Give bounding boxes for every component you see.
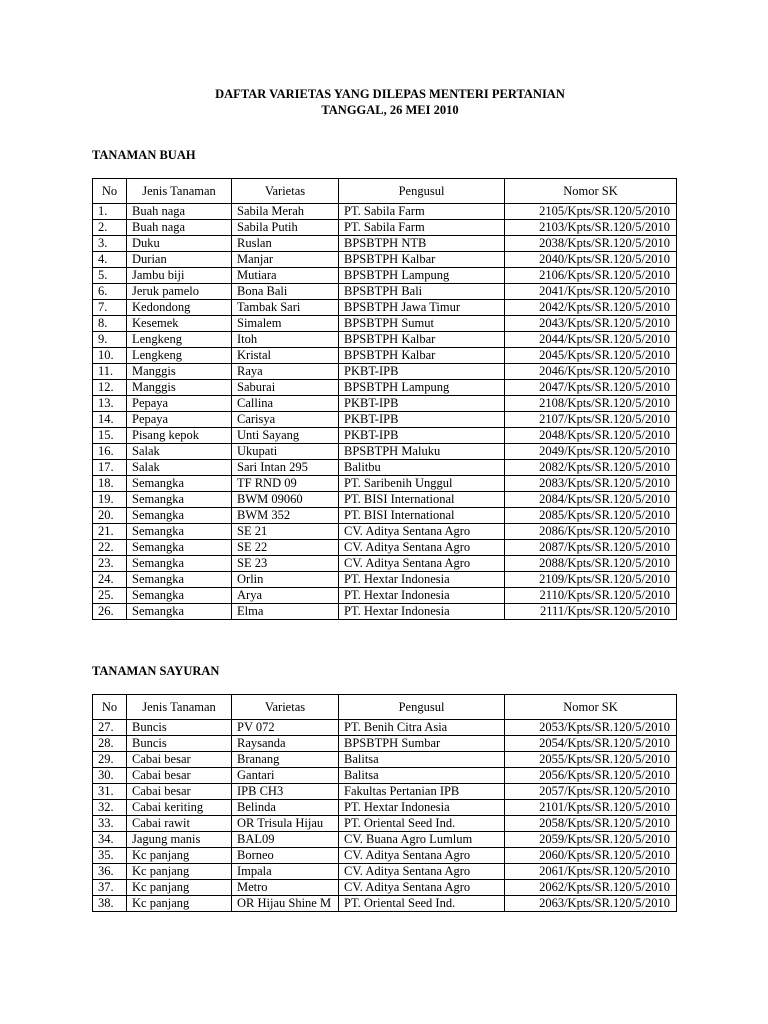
cell-varietas: IPB CH3: [232, 784, 339, 800]
cell-jenis-tanaman: Manggis: [127, 380, 232, 396]
cell-no: 4.: [93, 252, 127, 268]
cell-pengusul: PT. Hextar Indonesia: [339, 800, 505, 816]
cell-no: 33.: [93, 816, 127, 832]
cell-pengusul: PT. Oriental Seed Ind.: [339, 896, 505, 912]
cell-no: 24.: [93, 572, 127, 588]
cell-nomor-sk: 2105/Kpts/SR.120/5/2010: [505, 204, 677, 220]
table-row: [93, 832, 677, 848]
table-row: [93, 604, 677, 620]
cell-nomor-sk: 2055/Kpts/SR.120/5/2010: [505, 752, 677, 768]
cell-no: 31.: [93, 784, 127, 800]
cell-pengusul: PT. BISI International: [339, 508, 505, 524]
table-row: [93, 816, 677, 832]
cell-varietas: TF RND 09: [232, 476, 339, 492]
cell-pengusul: CV. Aditya Sentana Agro: [339, 524, 505, 540]
cell-jenis-tanaman: Pisang kepok: [127, 428, 232, 444]
col-header-pengusul: Pengusul: [339, 695, 505, 720]
cell-pengusul: PT. Sabila Farm: [339, 204, 505, 220]
cell-varietas: OR Trisula Hijau: [232, 816, 339, 832]
table-row: [93, 896, 677, 912]
cell-jenis-tanaman: Kc panjang: [127, 848, 232, 864]
cell-nomor-sk: 2048/Kpts/SR.120/5/2010: [505, 428, 677, 444]
cell-no: 10.: [93, 348, 127, 364]
cell-no: 20.: [93, 508, 127, 524]
cell-varietas: Arya: [232, 588, 339, 604]
cell-nomor-sk: 2109/Kpts/SR.120/5/2010: [505, 572, 677, 588]
cell-varietas: Kristal: [232, 348, 339, 364]
cell-pengusul: CV. Aditya Sentana Agro: [339, 880, 505, 896]
cell-varietas: Sabila Merah: [232, 204, 339, 220]
table-row: [93, 380, 677, 396]
cell-no: 34.: [93, 832, 127, 848]
table-row: [93, 220, 677, 236]
cell-varietas: Ukupati: [232, 444, 339, 460]
cell-nomor-sk: 2040/Kpts/SR.120/5/2010: [505, 252, 677, 268]
cell-jenis-tanaman: Kc panjang: [127, 896, 232, 912]
cell-jenis-tanaman: Semangka: [127, 524, 232, 540]
cell-jenis-tanaman: Kedondong: [127, 300, 232, 316]
cell-varietas: Borneo: [232, 848, 339, 864]
cell-jenis-tanaman: Salak: [127, 444, 232, 460]
cell-varietas: Impala: [232, 864, 339, 880]
cell-no: 25.: [93, 588, 127, 604]
table-row: [93, 204, 677, 220]
table-row: [93, 848, 677, 864]
cell-jenis-tanaman: Kesemek: [127, 316, 232, 332]
cell-varietas: SE 22: [232, 540, 339, 556]
cell-jenis-tanaman: Semangka: [127, 604, 232, 620]
cell-no: 32.: [93, 800, 127, 816]
table-row: [93, 316, 677, 332]
cell-nomor-sk: 2038/Kpts/SR.120/5/2010: [505, 236, 677, 252]
cell-jenis-tanaman: Jagung manis: [127, 832, 232, 848]
cell-jenis-tanaman: Semangka: [127, 476, 232, 492]
cell-jenis-tanaman: Lengkeng: [127, 332, 232, 348]
table-row: [93, 752, 677, 768]
cell-pengusul: BPSBTPH Sumbar: [339, 736, 505, 752]
cell-nomor-sk: 2082/Kpts/SR.120/5/2010: [505, 460, 677, 476]
cell-nomor-sk: 2042/Kpts/SR.120/5/2010: [505, 300, 677, 316]
cell-pengusul: BPSBTPH NTB: [339, 236, 505, 252]
cell-nomor-sk: 2053/Kpts/SR.120/5/2010: [505, 720, 677, 736]
col-header-varietas: Varietas: [232, 179, 339, 204]
cell-pengusul: PKBT-IPB: [339, 428, 505, 444]
cell-pengusul: BPSBTPH Maluku: [339, 444, 505, 460]
cell-pengusul: Fakultas Pertanian IPB: [339, 784, 505, 800]
cell-no: 37.: [93, 880, 127, 896]
cell-jenis-tanaman: Buah naga: [127, 220, 232, 236]
cell-pengusul: PT. Hextar Indonesia: [339, 588, 505, 604]
table-row: [93, 572, 677, 588]
cell-varietas: Simalem: [232, 316, 339, 332]
cell-pengusul: CV. Aditya Sentana Agro: [339, 848, 505, 864]
cell-varietas: Itoh: [232, 332, 339, 348]
cell-no: 38.: [93, 896, 127, 912]
cell-varietas: Belinda: [232, 800, 339, 816]
cell-jenis-tanaman: Pepaya: [127, 396, 232, 412]
table-row: [93, 268, 677, 284]
cell-varietas: Raya: [232, 364, 339, 380]
cell-nomor-sk: 2087/Kpts/SR.120/5/2010: [505, 540, 677, 556]
cell-varietas: SE 23: [232, 556, 339, 572]
cell-nomor-sk: 2062/Kpts/SR.120/5/2010: [505, 880, 677, 896]
cell-nomor-sk: 2060/Kpts/SR.120/5/2010: [505, 848, 677, 864]
cell-nomor-sk: 2111/Kpts/SR.120/5/2010: [505, 604, 677, 620]
cell-jenis-tanaman: Cabai rawit: [127, 816, 232, 832]
cell-nomor-sk: 2083/Kpts/SR.120/5/2010: [505, 476, 677, 492]
cell-varietas: Branang: [232, 752, 339, 768]
cell-nomor-sk: 2043/Kpts/SR.120/5/2010: [505, 316, 677, 332]
table-row: [93, 540, 677, 556]
table-row: [93, 252, 677, 268]
cell-nomor-sk: 2063/Kpts/SR.120/5/2010: [505, 896, 677, 912]
cell-varietas: Unti Sayang: [232, 428, 339, 444]
cell-jenis-tanaman: Cabai keriting: [127, 800, 232, 816]
cell-no: 13.: [93, 396, 127, 412]
cell-varietas: Bona Bali: [232, 284, 339, 300]
cell-varietas: Carisya: [232, 412, 339, 428]
cell-nomor-sk: 2044/Kpts/SR.120/5/2010: [505, 332, 677, 348]
cell-pengusul: CV. Aditya Sentana Agro: [339, 556, 505, 572]
cell-varietas: BAL09: [232, 832, 339, 848]
cell-pengusul: CV. Aditya Sentana Agro: [339, 540, 505, 556]
cell-no: 11.: [93, 364, 127, 380]
cell-varietas: SE 21: [232, 524, 339, 540]
cell-nomor-sk: 2058/Kpts/SR.120/5/2010: [505, 816, 677, 832]
table-row: [93, 588, 677, 604]
table-row: [93, 300, 677, 316]
cell-no: 28.: [93, 736, 127, 752]
cell-jenis-tanaman: Semangka: [127, 540, 232, 556]
cell-nomor-sk: 2049/Kpts/SR.120/5/2010: [505, 444, 677, 460]
cell-varietas: Elma: [232, 604, 339, 620]
cell-nomor-sk: 2056/Kpts/SR.120/5/2010: [505, 768, 677, 784]
cell-no: 14.: [93, 412, 127, 428]
table-row: [93, 556, 677, 572]
cell-no: 9.: [93, 332, 127, 348]
cell-varietas: Mutiara: [232, 268, 339, 284]
col-header-jenis-tanaman: Jenis Tanaman: [127, 695, 232, 720]
cell-no: 18.: [93, 476, 127, 492]
cell-no: 5.: [93, 268, 127, 284]
cell-varietas: BWM 352: [232, 508, 339, 524]
cell-no: 21.: [93, 524, 127, 540]
cell-jenis-tanaman: Semangka: [127, 508, 232, 524]
cell-nomor-sk: 2041/Kpts/SR.120/5/2010: [505, 284, 677, 300]
cell-no: 27.: [93, 720, 127, 736]
cell-jenis-tanaman: Jambu biji: [127, 268, 232, 284]
cell-varietas: Metro: [232, 880, 339, 896]
table-row: [93, 412, 677, 428]
cell-varietas: Sabila Putih: [232, 220, 339, 236]
cell-nomor-sk: 2046/Kpts/SR.120/5/2010: [505, 364, 677, 380]
table-row: [93, 736, 677, 752]
table-row: [93, 332, 677, 348]
table-row: [93, 864, 677, 880]
cell-pengusul: PT. Sabila Farm: [339, 220, 505, 236]
table-row: [93, 880, 677, 896]
cell-no: 15.: [93, 428, 127, 444]
table-row: [93, 364, 677, 380]
cell-no: 7.: [93, 300, 127, 316]
cell-no: 19.: [93, 492, 127, 508]
cell-varietas: Raysanda: [232, 736, 339, 752]
cell-varietas: OR Hijau Shine M: [232, 896, 339, 912]
cell-nomor-sk: 2085/Kpts/SR.120/5/2010: [505, 508, 677, 524]
cell-pengusul: PKBT-IPB: [339, 412, 505, 428]
cell-jenis-tanaman: Buah naga: [127, 204, 232, 220]
cell-no: 6.: [93, 284, 127, 300]
cell-jenis-tanaman: Durian: [127, 252, 232, 268]
cell-pengusul: PT. BISI International: [339, 492, 505, 508]
cell-varietas: PV 072: [232, 720, 339, 736]
cell-no: 3.: [93, 236, 127, 252]
cell-pengusul: PT. Benih Citra Asia: [339, 720, 505, 736]
cell-jenis-tanaman: Semangka: [127, 572, 232, 588]
table-row: [93, 236, 677, 252]
cell-varietas: Gantari: [232, 768, 339, 784]
cell-varietas: BWM 09060: [232, 492, 339, 508]
cell-pengusul: BPSBTPH Lampung: [339, 380, 505, 396]
title-line-2: TANGGAL, 26 MEI 2010: [321, 103, 459, 117]
col-header-nomor-sk: Nomor SK: [505, 695, 677, 720]
cell-nomor-sk: 2057/Kpts/SR.120/5/2010: [505, 784, 677, 800]
cell-no: 2.: [93, 220, 127, 236]
cell-pengusul: BPSBTPH Jawa Timur: [339, 300, 505, 316]
cell-jenis-tanaman: Pepaya: [127, 412, 232, 428]
cell-varietas: Tambak Sari: [232, 300, 339, 316]
col-header-pengusul: Pengusul: [339, 179, 505, 204]
table-row: [93, 492, 677, 508]
cell-no: 23.: [93, 556, 127, 572]
table-row: [93, 768, 677, 784]
col-header-no: No: [93, 695, 127, 720]
cell-jenis-tanaman: Semangka: [127, 588, 232, 604]
cell-nomor-sk: 2101/Kpts/SR.120/5/2010: [505, 800, 677, 816]
table-tanaman-sayuran: [92, 694, 677, 912]
table-header-row: [93, 179, 677, 204]
table-row: [93, 508, 677, 524]
table-row: [93, 396, 677, 412]
cell-nomor-sk: 2045/Kpts/SR.120/5/2010: [505, 348, 677, 364]
cell-no: 30.: [93, 768, 127, 784]
cell-nomor-sk: 2086/Kpts/SR.120/5/2010: [505, 524, 677, 540]
section-heading-buah: TANAMAN BUAH: [92, 148, 196, 162]
cell-nomor-sk: 2103/Kpts/SR.120/5/2010: [505, 220, 677, 236]
table-row: [93, 428, 677, 444]
cell-no: 22.: [93, 540, 127, 556]
cell-no: 16.: [93, 444, 127, 460]
cell-jenis-tanaman: Salak: [127, 460, 232, 476]
cell-no: 36.: [93, 864, 127, 880]
table-row: [93, 524, 677, 540]
cell-pengusul: PT. Hextar Indonesia: [339, 604, 505, 620]
cell-jenis-tanaman: Buncis: [127, 720, 232, 736]
cell-nomor-sk: 2110/Kpts/SR.120/5/2010: [505, 588, 677, 604]
cell-pengusul: Balitbu: [339, 460, 505, 476]
cell-no: 29.: [93, 752, 127, 768]
col-header-varietas: Varietas: [232, 695, 339, 720]
cell-jenis-tanaman: Cabai besar: [127, 752, 232, 768]
cell-jenis-tanaman: Kc panjang: [127, 864, 232, 880]
cell-pengusul: PT. Saribenih Unggul: [339, 476, 505, 492]
cell-jenis-tanaman: Cabai besar: [127, 784, 232, 800]
cell-nomor-sk: 2107/Kpts/SR.120/5/2010: [505, 412, 677, 428]
cell-pengusul: PT. Hextar Indonesia: [339, 572, 505, 588]
cell-nomor-sk: 2108/Kpts/SR.120/5/2010: [505, 396, 677, 412]
cell-jenis-tanaman: Kc panjang: [127, 880, 232, 896]
cell-nomor-sk: 2084/Kpts/SR.120/5/2010: [505, 492, 677, 508]
cell-jenis-tanaman: Cabai besar: [127, 768, 232, 784]
cell-nomor-sk: 2088/Kpts/SR.120/5/2010: [505, 556, 677, 572]
cell-pengusul: BPSBTPH Kalbar: [339, 252, 505, 268]
cell-jenis-tanaman: Jeruk pamelo: [127, 284, 232, 300]
cell-nomor-sk: 2054/Kpts/SR.120/5/2010: [505, 736, 677, 752]
table-row: [93, 460, 677, 476]
cell-pengusul: Balitsa: [339, 768, 505, 784]
cell-jenis-tanaman: Semangka: [127, 492, 232, 508]
cell-no: 12.: [93, 380, 127, 396]
cell-nomor-sk: 2106/Kpts/SR.120/5/2010: [505, 268, 677, 284]
cell-varietas: Ruslan: [232, 236, 339, 252]
cell-pengusul: BPSBTPH Kalbar: [339, 332, 505, 348]
table-tanaman-buah: [92, 178, 677, 620]
col-header-jenis-tanaman: Jenis Tanaman: [127, 179, 232, 204]
cell-varietas: Orlin: [232, 572, 339, 588]
cell-jenis-tanaman: Semangka: [127, 556, 232, 572]
cell-jenis-tanaman: Manggis: [127, 364, 232, 380]
cell-pengusul: BPSBTPH Lampung: [339, 268, 505, 284]
title-line-1: DAFTAR VARIETAS YANG DILEPAS MENTERI PERTANIAN: [215, 87, 565, 101]
cell-no: 8.: [93, 316, 127, 332]
cell-varietas: Saburai: [232, 380, 339, 396]
cell-no: 35.: [93, 848, 127, 864]
cell-nomor-sk: 2059/Kpts/SR.120/5/2010: [505, 832, 677, 848]
cell-nomor-sk: 2047/Kpts/SR.120/5/2010: [505, 380, 677, 396]
table-row: [93, 784, 677, 800]
cell-pengusul: BPSBTPH Sumut: [339, 316, 505, 332]
table-row: [93, 284, 677, 300]
table-row: [93, 476, 677, 492]
table-header-row: [93, 695, 677, 720]
table-row: [93, 444, 677, 460]
cell-no: 26.: [93, 604, 127, 620]
table-row: [93, 348, 677, 364]
cell-pengusul: PKBT-IPB: [339, 364, 505, 380]
cell-no: 1.: [93, 204, 127, 220]
cell-pengusul: PKBT-IPB: [339, 396, 505, 412]
section-heading-sayuran: TANAMAN SAYURAN: [92, 664, 220, 678]
cell-jenis-tanaman: Duku: [127, 236, 232, 252]
cell-pengusul: BPSBTPH Kalbar: [339, 348, 505, 364]
cell-varietas: Manjar: [232, 252, 339, 268]
cell-nomor-sk: 2061/Kpts/SR.120/5/2010: [505, 864, 677, 880]
table-row: [93, 800, 677, 816]
cell-jenis-tanaman: Lengkeng: [127, 348, 232, 364]
table-row: [93, 720, 677, 736]
cell-pengusul: PT. Oriental Seed Ind.: [339, 816, 505, 832]
cell-pengusul: CV. Buana Agro Lumlum: [339, 832, 505, 848]
document-title: [0, 86, 768, 118]
col-header-nomor-sk: Nomor SK: [505, 179, 677, 204]
cell-no: 17.: [93, 460, 127, 476]
cell-pengusul: BPSBTPH Bali: [339, 284, 505, 300]
cell-jenis-tanaman: Buncis: [127, 736, 232, 752]
col-header-no: No: [93, 179, 127, 204]
cell-varietas: Callina: [232, 396, 339, 412]
cell-varietas: Sari Intan 295: [232, 460, 339, 476]
cell-pengusul: CV. Aditya Sentana Agro: [339, 864, 505, 880]
cell-pengusul: Balitsa: [339, 752, 505, 768]
